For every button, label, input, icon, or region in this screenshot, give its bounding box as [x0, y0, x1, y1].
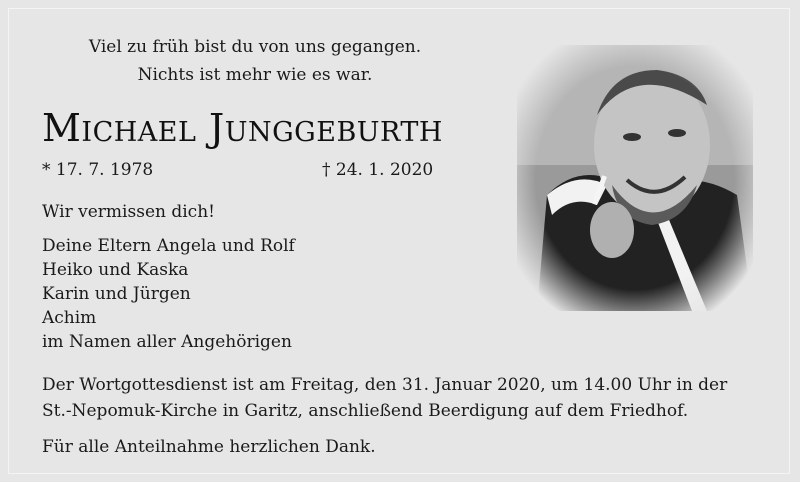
intro-line-2: Nichts ist mehr wie es war. [137, 65, 373, 85]
birth-date: * 17. 7. 1978 [42, 160, 154, 180]
portrait-illustration [517, 45, 753, 311]
signer-line: Karin und Jürgen [42, 284, 191, 304]
death-date: † 24. 1. 2020 [322, 160, 434, 180]
service-line-2: St.-Nepomuk-Kirche in Garitz, anschließend Beerdigung auf dem Friedhof. [42, 401, 689, 421]
portrait-photo [517, 45, 753, 311]
signer-line: Deine Eltern Angela und Rolf [42, 236, 295, 256]
signer-line: Heiko und Kaska [42, 260, 189, 280]
deceased-name: Michael Junggeburth [42, 106, 443, 150]
signer-line: Achim [42, 308, 97, 328]
service-info [42, 372, 727, 424]
signer-line: im Namen aller Angehörigen [42, 332, 292, 352]
intro-line-1: Viel zu früh bist du von uns gegangen. [88, 37, 422, 57]
service-line-1: Der Wortgottesdienst ist am Freitag, den 31. Januar 2020, um 14.00 Uhr in der [42, 375, 728, 395]
thanks-text: Für alle Anteilnahme herzlichen Dank. [42, 437, 376, 457]
signers-list [42, 234, 295, 354]
intro-text [60, 33, 450, 89]
message: Wir vermissen dich! [42, 202, 215, 222]
